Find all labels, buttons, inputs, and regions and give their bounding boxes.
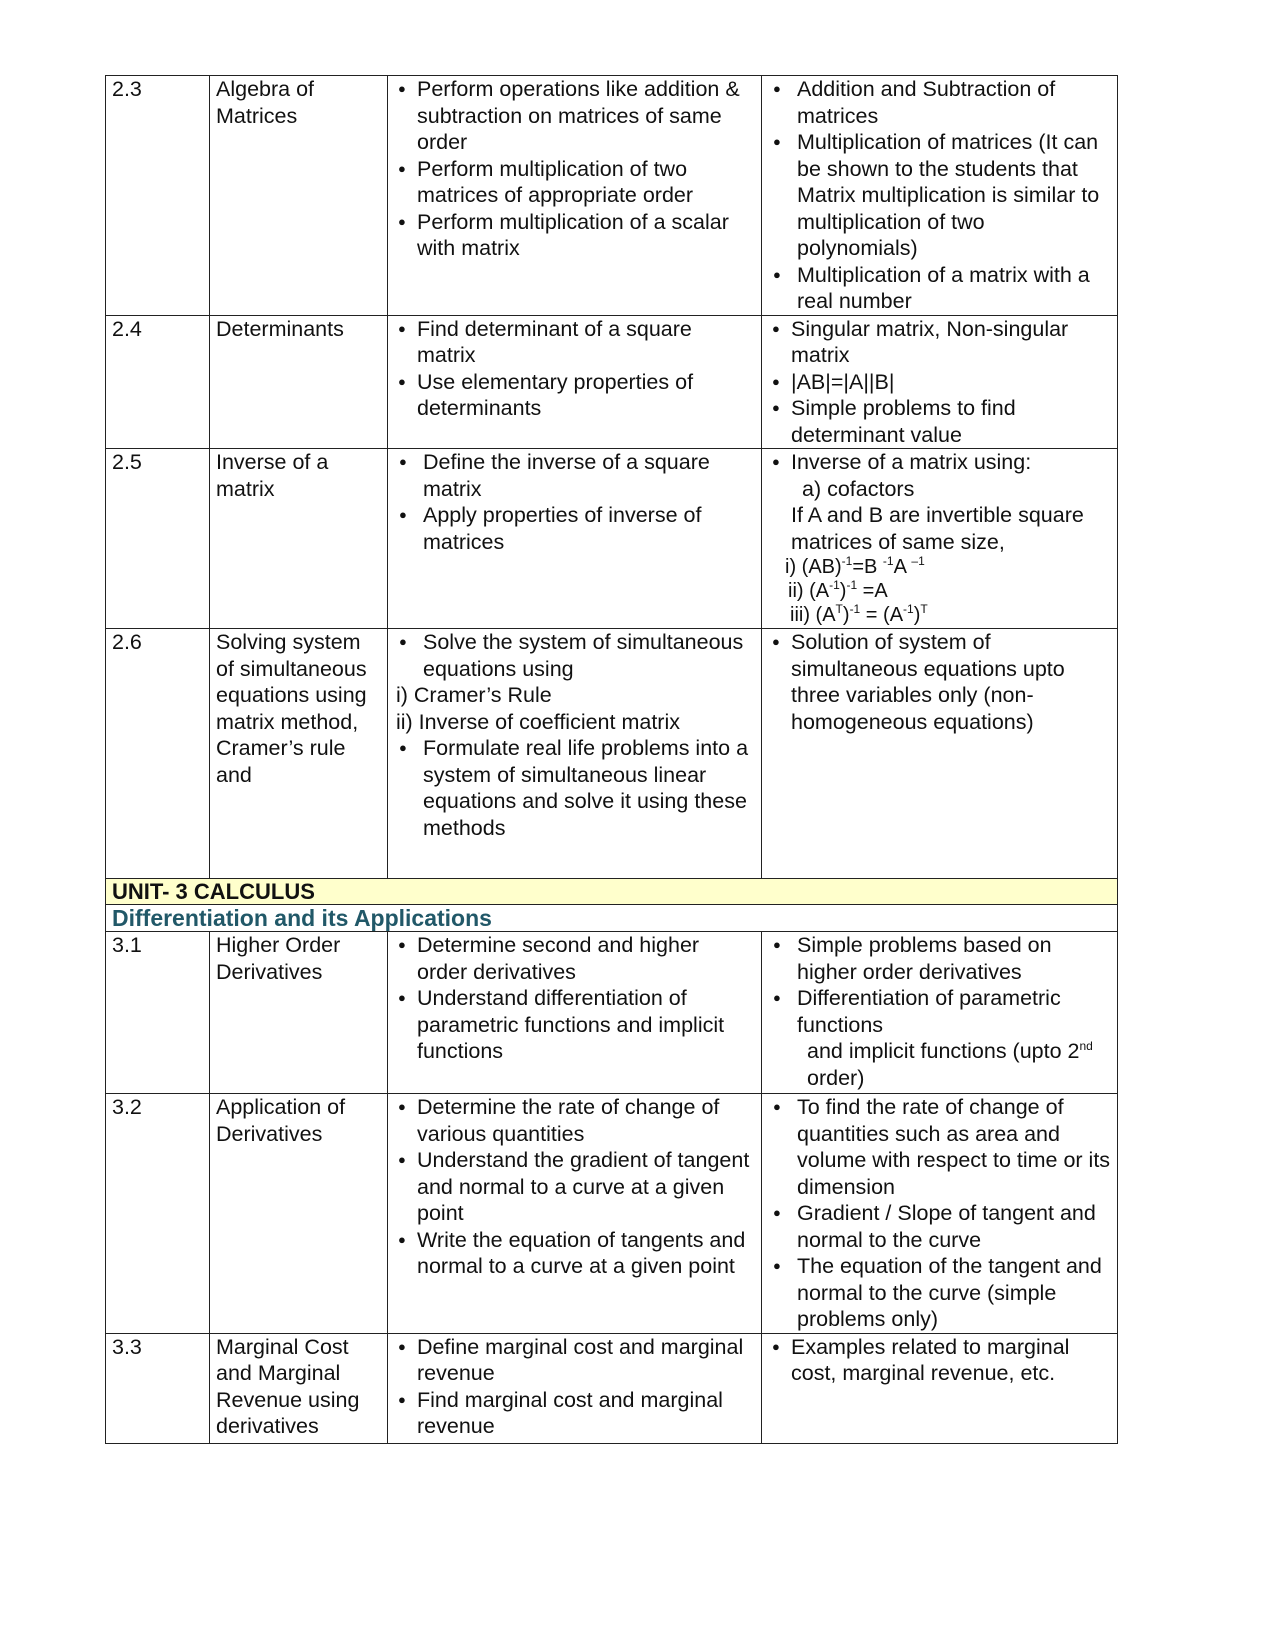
detailed-content [762,76,1118,316]
list-item: ● Solution of system of simultaneous equations upto three variables only (non- homogeneous equations) [768,629,1111,735]
section-heading-row [106,905,1118,932]
list-item: ● Singular matrix, Non-singular matrix [768,316,1111,369]
formula-line: ii) $(A^{-1})^{-1} =A$ [788,578,888,602]
roman-item: i) Cramer’s Rule [396,683,552,707]
list-item: ● Understand differentiation of parametric functions and implicit functions [394,985,755,1065]
list-item: ● Determine second and higher order derivatives [394,932,755,985]
section-heading: Differentiation and its Applications [106,905,1118,932]
row-topic: Higher Order Derivatives [210,932,388,1094]
list-item: ● Multiplication of matrices (It can be shown to the students that Matrix multiplication is similar to multiplication of two polynomials) [768,129,1111,262]
list-item: ● The equation of the tangent and normal to the curve (simple problems only) [768,1253,1111,1333]
row-topic: Marginal Cost and Marginal Revenue using derivatives [210,1333,388,1443]
list-item: ● Gradient / Slope of tangent and normal to the curve [768,1200,1111,1253]
list-item: ● Apply properties of inverse of matrices [394,502,755,555]
syllabus-table [105,75,1118,1444]
detailed-content [762,932,1118,1094]
list-item: ● To find the rate of change of quantities such as area and volume with respect to time or its dimension [768,1094,1111,1200]
table-row [106,932,1118,1094]
learning-outcomes [388,932,762,1094]
row-topic: Application of Derivatives [210,1094,388,1334]
row-number: 3.1 [106,932,210,1094]
row-number: 2.5 [106,449,210,629]
list-item: ● Find determinant of a square matrix [394,316,755,369]
list-item: ● Solve the system of simultaneous equations using [394,629,755,682]
row-number: 3.2 [106,1094,210,1334]
learning-outcomes [388,449,762,629]
row-number: 2.6 [106,629,210,879]
list-item: ● Simple problems based on higher order derivatives [768,932,1111,985]
learning-outcomes [388,1333,762,1443]
list-item: ● Addition and Subtraction of matrices [768,76,1111,129]
detailed-content [762,1094,1118,1334]
list-item: ● Understand the gradient of tangent and normal to a curve at a given point [394,1147,755,1227]
row-topic: Solving system of simultaneous equations using matrix method, Cramer’s rule and [210,629,388,879]
list-item: ● Perform multiplication of two matrices of appropriate order [394,156,755,209]
detailed-content [762,449,1118,629]
row-topic: Algebra of Matrices [210,76,388,316]
table-row [106,449,1118,629]
row-topic: Determinants [210,315,388,449]
learning-outcomes [388,315,762,449]
formula-line: i) (AB)$^{-1}$=B $^{-1}$A $^{-1}$ [785,554,925,578]
detailed-content [762,629,1118,879]
learning-outcomes [388,1094,762,1334]
unit-heading: UNIT- 3 CALCULUS [106,879,1118,905]
detailed-content [762,1333,1118,1443]
list-item: ● Use elementary properties of determinants [394,369,755,422]
list-item: ● Differentiation of parametric functions [768,985,1111,1038]
list-item: ● Perform operations like addition & subtraction on matrices of same order [394,76,755,156]
sub-item: a) cofactors [802,476,915,501]
list-item: ● Inverse of a matrix using: [768,449,1111,476]
table-row [106,1333,1118,1443]
list-item: ● Multiplication of a matrix with a real number [768,262,1111,315]
table-row [106,76,1118,316]
row-number: 2.4 [106,315,210,449]
list-item: ● Formulate real life problems into a system of simultaneous linear equations and solve it using these methods [394,735,755,841]
list-item: ● |AB|=|A||B| [768,369,1111,396]
row-topic: Inverse of a matrix [210,449,388,629]
formula-line: iii) $(A^T)^{-1} = (A^{-1})^T$ [790,602,928,626]
table-row [106,315,1118,449]
table-row [106,629,1118,879]
list-item: ● Define the inverse of a square matrix [394,449,755,502]
content-text: If A and B are invertible square matrices of same size, [791,503,1084,554]
row-number: 2.3 [106,76,210,316]
list-item: ● Write the equation of tangents and normal to a curve at a given point [394,1227,755,1280]
detailed-content [762,315,1118,449]
learning-outcomes [388,76,762,316]
list-item: ● Examples related to marginal cost, marginal revenue, etc. [768,1334,1111,1387]
list-item: ● Perform multiplication of a scalar with matrix [394,209,755,262]
table-row [106,1094,1118,1334]
row-number: 3.3 [106,1333,210,1443]
learning-outcomes [388,629,762,879]
unit-heading-row [106,879,1118,905]
list-item: ● Find marginal cost and marginal revenue [394,1387,755,1440]
list-item: ● Define marginal cost and marginal revenue [394,1334,755,1387]
list-item: ● Determine the rate of change of various quantities [394,1094,755,1147]
roman-item: ii) Inverse of coefficient matrix [396,709,680,734]
list-item: ● Simple problems to find determinant value [768,395,1111,448]
content-text: and implicit functions (upto 2nd order) [807,1039,1093,1090]
